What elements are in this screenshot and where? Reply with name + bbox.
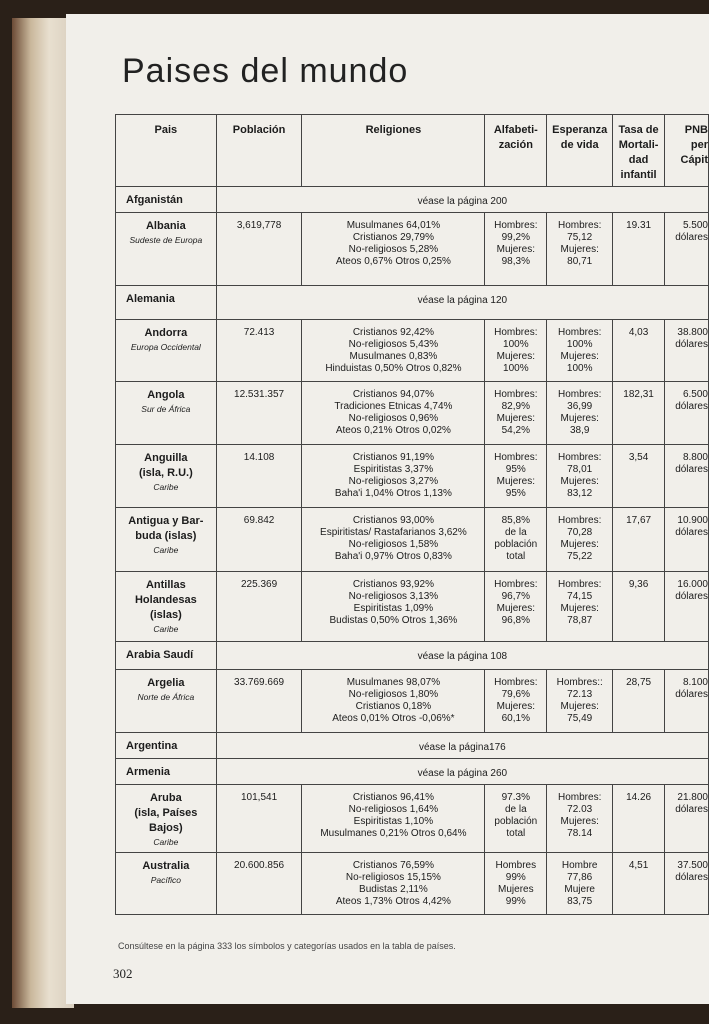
table-row bbox=[116, 508, 709, 572]
country-cell bbox=[116, 508, 217, 572]
see-page-reference: véase la página 260 bbox=[216, 759, 708, 785]
country-region: Pacífico bbox=[150, 875, 181, 885]
population-cell: 69.842 bbox=[216, 508, 302, 572]
table-row bbox=[116, 572, 709, 642]
life-expectancy-cell: Hombres: 70,28 Mujeres: 75,22 bbox=[547, 508, 613, 572]
country-name: Antillas Holandesas (islas) bbox=[134, 579, 197, 621]
table-row bbox=[116, 286, 709, 320]
header-life-expectancy: Esperanza de vida bbox=[547, 115, 613, 187]
page-title: Paises del mundo bbox=[122, 52, 409, 90]
see-page-reference: véase la página 108 bbox=[216, 642, 708, 670]
country-name: Afganistán bbox=[126, 194, 183, 206]
population-cell: 20.600.856 bbox=[216, 853, 302, 915]
infant-mortality-cell: 17,67 bbox=[613, 508, 665, 572]
table-row bbox=[116, 445, 709, 508]
religions-cell: Cristianos 94,07% Tradiciones Etnicas 4,74% No-religiosos 0,96% Ateos 0,21% Otros 0,02% bbox=[302, 382, 485, 445]
gnp-cell: 5.500 dólares bbox=[665, 213, 709, 286]
literacy-cell: Hombres 99% Mujeres 99% bbox=[485, 853, 547, 915]
table-row bbox=[116, 187, 709, 213]
header-country: Pais bbox=[116, 115, 217, 187]
life-expectancy-cell: Hombres: 78,01 Mujeres: 83,12 bbox=[547, 445, 613, 508]
table-row bbox=[116, 213, 709, 286]
population-cell: 33.769.669 bbox=[216, 670, 302, 733]
table-row bbox=[116, 382, 709, 445]
religions-cell: Musulmanes 64,01% Cristianos 29,79% No-religiosos 5,28% Ateos 0,67% Otros 0,25% bbox=[302, 213, 485, 286]
literacy-cell: Hombres: 96,7% Mujeres: 96,8% bbox=[485, 572, 547, 642]
country-region: Sur de África bbox=[141, 404, 191, 414]
life-expectancy-cell: Hombres: 74,15 Mujeres: 78,87 bbox=[547, 572, 613, 642]
population-cell: 14.108 bbox=[216, 445, 302, 508]
country-name: Argentina bbox=[126, 740, 178, 752]
header-literacy: Alfabeti- zación bbox=[485, 115, 547, 187]
country-name: Arabia Saudí bbox=[126, 649, 194, 661]
life-expectancy-cell: Hombres: 75,12 Mujeres: 80,71 bbox=[547, 213, 613, 286]
literacy-cell: Hombres: 99,2% Mujeres: 98,3% bbox=[485, 213, 547, 286]
population-cell: 72.413 bbox=[216, 320, 302, 382]
country-name: Angola bbox=[147, 389, 185, 401]
literacy-cell: 85,8% de la población total bbox=[485, 508, 547, 572]
country-name: Antigua y Bar- buda (islas) bbox=[128, 515, 204, 542]
country-cell bbox=[116, 382, 217, 445]
religions-cell: Cristianos 96,41% No-religiosos 1,64% Espiritistas 1,10% Musulmanes 0,21% Otros 0,64% bbox=[302, 785, 485, 853]
country-cell bbox=[116, 733, 217, 759]
gnp-cell: 6.500 dólares bbox=[665, 382, 709, 445]
country-region: Europa Occidental bbox=[130, 342, 201, 352]
literacy-cell: Hombres: 100% Mujeres: 100% bbox=[485, 320, 547, 382]
country-cell bbox=[116, 572, 217, 642]
table-row bbox=[116, 733, 709, 759]
country-region: Caribe bbox=[153, 482, 179, 492]
header-gnp: PNB per Cápit bbox=[665, 115, 709, 187]
country-cell bbox=[116, 187, 217, 213]
table-row bbox=[116, 642, 709, 670]
population-cell: 225.369 bbox=[216, 572, 302, 642]
country-name: Armenia bbox=[126, 766, 171, 778]
religions-cell: Cristianos 76,59% No-religiosos 15,15% Budistas 2,11% Ateos 1,73% Otros 4,42% bbox=[302, 853, 485, 915]
literacy-cell: Hombres: 95% Mujeres: 95% bbox=[485, 445, 547, 508]
gnp-cell: 16.000 dólares bbox=[665, 572, 709, 642]
countries-table bbox=[115, 114, 709, 915]
infant-mortality-cell: 4,51 bbox=[613, 853, 665, 915]
country-cell bbox=[116, 670, 217, 733]
table-row bbox=[116, 670, 709, 733]
infant-mortality-cell: 19.31 bbox=[613, 213, 665, 286]
population-cell: 3,619,778 bbox=[216, 213, 302, 286]
religions-cell: Cristianos 92,42% No-religiosos 5,43% Musulmanes 0,83% Hinduistas 0,50% Otros 0,82% bbox=[302, 320, 485, 382]
footer-note: Consúltese en la página 333 los símbolos y categorías usados en la tabla de países. bbox=[118, 941, 456, 951]
infant-mortality-cell: 14.26 bbox=[613, 785, 665, 853]
country-cell bbox=[116, 213, 217, 286]
infant-mortality-cell: 28,75 bbox=[613, 670, 665, 733]
infant-mortality-cell: 182,31 bbox=[613, 382, 665, 445]
infant-mortality-cell: 9,36 bbox=[613, 572, 665, 642]
country-region: Caribe bbox=[153, 837, 179, 847]
page-number: 302 bbox=[113, 966, 133, 981]
table-body bbox=[116, 187, 709, 915]
population-cell: 101,541 bbox=[216, 785, 302, 853]
header-infant-mortality: Tasa de Mortali- dad infantil bbox=[613, 115, 665, 187]
table-header-row bbox=[116, 115, 709, 187]
life-expectancy-cell: Hombres: 72.03 Mujeres: 78.14 bbox=[547, 785, 613, 853]
country-cell bbox=[116, 642, 217, 670]
gnp-cell: 38.800 dólares bbox=[665, 320, 709, 382]
see-page-reference: véase la página 120 bbox=[216, 286, 708, 320]
table-row bbox=[116, 853, 709, 915]
country-name: Albania bbox=[145, 220, 186, 232]
religions-cell: Musulmanes 98,07% No-religiosos 1,80% Cristianos 0,18% Ateos 0,01% Otros -0,06%* bbox=[302, 670, 485, 733]
country-name: Australia bbox=[142, 860, 190, 872]
literacy-cell: Hombres: 79,6% Mujeres: 60,1% bbox=[485, 670, 547, 733]
gnp-cell: 8.100 dólares bbox=[665, 670, 709, 733]
country-cell bbox=[116, 320, 217, 382]
literacy-cell: Hombres: 82,9% Mujeres: 54,2% bbox=[485, 382, 547, 445]
country-cell bbox=[116, 286, 217, 320]
life-expectancy-cell: Hombres: 36,99 Mujeres: 38,9 bbox=[547, 382, 613, 445]
infant-mortality-cell: 3,54 bbox=[613, 445, 665, 508]
country-region: Caribe bbox=[153, 545, 179, 555]
country-region: Norte de África bbox=[137, 692, 195, 702]
country-name: Alemania bbox=[126, 293, 175, 305]
country-name: Anguilla (isla, R.U.) bbox=[138, 452, 193, 479]
country-name: Aruba (isla, Países Bajos) bbox=[134, 792, 198, 834]
header-religions: Religiones bbox=[302, 115, 485, 187]
see-page-reference: véase la página176 bbox=[216, 733, 708, 759]
country-name: Argelia bbox=[147, 677, 185, 689]
country-name: Andorra bbox=[144, 327, 188, 339]
life-expectancy-cell: Hombres:: 72.13 Mujeres: 75,49 bbox=[547, 670, 613, 733]
header-population: Población bbox=[216, 115, 302, 187]
life-expectancy-cell: Hombres: 100% Mujeres: 100% bbox=[547, 320, 613, 382]
gnp-cell: 10.900 dólares bbox=[665, 508, 709, 572]
gnp-cell: 37.500 dólares bbox=[665, 853, 709, 915]
religions-cell: Cristianos 93,00% Espiritistas/ Rastafarianos 3,62% No-religiosos 1,58% Baha'i 0,97% Otros 0,83% bbox=[302, 508, 485, 572]
gnp-cell: 8.800 dólares bbox=[665, 445, 709, 508]
country-cell bbox=[116, 445, 217, 508]
country-region: Caribe bbox=[153, 624, 179, 634]
table-row bbox=[116, 320, 709, 382]
literacy-cell: 97.3% de la población total bbox=[485, 785, 547, 853]
life-expectancy-cell: Hombre 77,86 Mujere 83,75 bbox=[547, 853, 613, 915]
see-page-reference: véase la página 200 bbox=[216, 187, 708, 213]
country-cell bbox=[116, 853, 217, 915]
table-row bbox=[116, 759, 709, 785]
book-edge bbox=[12, 18, 74, 1008]
country-cell bbox=[116, 759, 217, 785]
country-cell bbox=[116, 785, 217, 853]
infant-mortality-cell: 4,03 bbox=[613, 320, 665, 382]
population-cell: 12.531.357 bbox=[216, 382, 302, 445]
table-row bbox=[116, 785, 709, 853]
religions-cell: Cristianos 93,92% No-religiosos 3,13% Espiritistas 1,09% Budistas 0,50% Otros 1,36% bbox=[302, 572, 485, 642]
gnp-cell: 21.800 dólares bbox=[665, 785, 709, 853]
country-region: Sudeste de Europa bbox=[129, 235, 203, 245]
religions-cell: Cristianos 91,19% Espiritistas 3,37% No-religiosos 3,27% Baha'i 1,04% Otros 1,13% bbox=[302, 445, 485, 508]
